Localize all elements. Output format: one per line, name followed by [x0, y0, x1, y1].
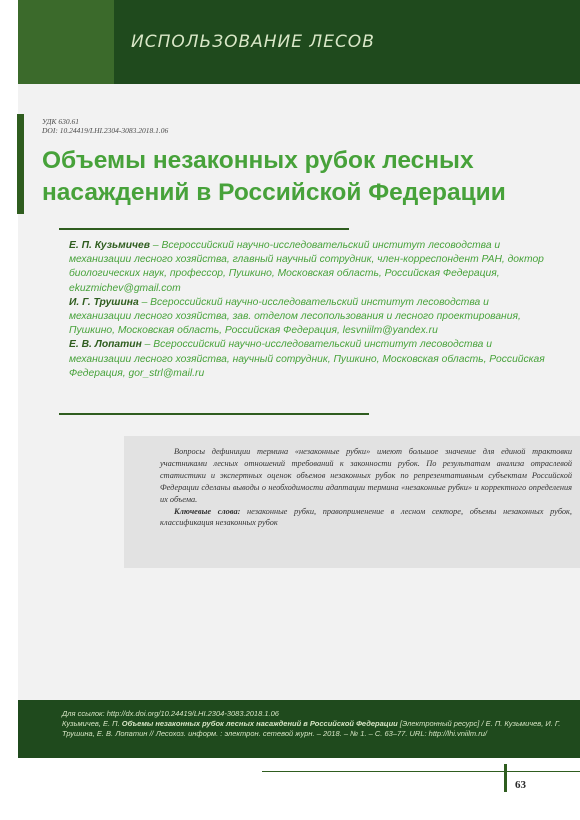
author-name: Е. В. Лопатин [69, 339, 142, 351]
author-info: – Всероссийский научно-исследовательский институт лесоводства и механизации лесного хозяйства, главный научный сотрудник, член-корреспондент РАН, доктор биологических наук, профессор, Пушкино, Московская область, Российская Федерация, ekuzmichev@gmail.com [69, 240, 544, 294]
udk-code: УДК 630.61 [42, 117, 79, 126]
author-name: Е. П. Кузьмичев [69, 240, 150, 251]
citation-link: Для ссылок: http://dx.doi.org/10.24419/LHI.2304-3083.2018.1.06 [62, 709, 279, 718]
title-line-1: Объемы незаконных рубок лесных [42, 147, 474, 174]
keywords-list: незаконные рубки, правоприменение в лесном секторе, объемы незаконных рубок, классификация незаконных рубок [160, 506, 572, 528]
keywords-label: Ключевые слова: [174, 506, 241, 516]
author-entry [69, 338, 549, 381]
page-number-bar [504, 764, 507, 792]
author-info: – Всероссийский научно-исследовательский институт лесоводства и механизации лесного хозяйства, научный сотрудник, Пушкино, Московская область, Российская Федерация, gor_strl@mail.ru [69, 339, 545, 379]
author-name: И. Г. Трушина [69, 296, 139, 308]
header-accent-block [18, 0, 114, 84]
citation-reference [62, 719, 567, 739]
header-banner [18, 0, 580, 84]
citation-authors: Кузьмичев, Е. П. [62, 719, 122, 729]
authors-block [69, 239, 549, 381]
header-title-block [114, 0, 580, 84]
footer-rule [262, 771, 580, 772]
doi-code: DOI: 10.24419/LHI.2304-3083.2018.1.06 [42, 126, 169, 135]
article-title [42, 145, 562, 209]
authors-top-rule [59, 228, 349, 230]
citation [62, 709, 567, 740]
author-entry [69, 239, 549, 296]
keywords [160, 506, 572, 530]
abstract [160, 446, 572, 529]
title-line-2: насаждений в Российской Федерации [42, 179, 506, 206]
author-info: – Всероссийский научно-исследовательский институт лесоводства и механизации лесного хозяйства, зав. отделом лесопользования и лесного проектирования, Пушкино, Московская область, Российская Федерация, lesvniilm@yandex.ru [69, 296, 521, 337]
title-accent-bar [17, 114, 24, 214]
citation-rest: [Электронный ресурс] / Е. П. Кузьмичев, И. Г. Трушина, Е. В. Лопатин // Лесохоз. информ. : электрон. сетевой журн. – 2018. – № 1. – С. 63–77. URL: http://lhi.vniilm.ru/ [62, 719, 561, 739]
article-meta [42, 117, 168, 135]
section-title: ИСПОЛЬЗОВАНИЕ ЛЕСОВ [131, 32, 375, 52]
author-entry [69, 296, 549, 339]
abstract-text: Вопросы дефиниции термина «незаконные рубки» имеют большое значение для единой трактовки участниками лесных отношений требований к законности рубок. По результатам анализа отраслевой статистики и экспертных оценок объемов незаконных рубок по репрезентативным субъектам Российской Федерации сделаны выводы о необходимости адаптации термина «незаконные рубки» и корректного определения их объема. [160, 447, 572, 504]
authors-bottom-rule [59, 413, 369, 415]
citation-title: Объемы незаконных рубок лесных насаждений в Российской Федерации [121, 719, 398, 729]
page-number: 63 [515, 779, 526, 791]
